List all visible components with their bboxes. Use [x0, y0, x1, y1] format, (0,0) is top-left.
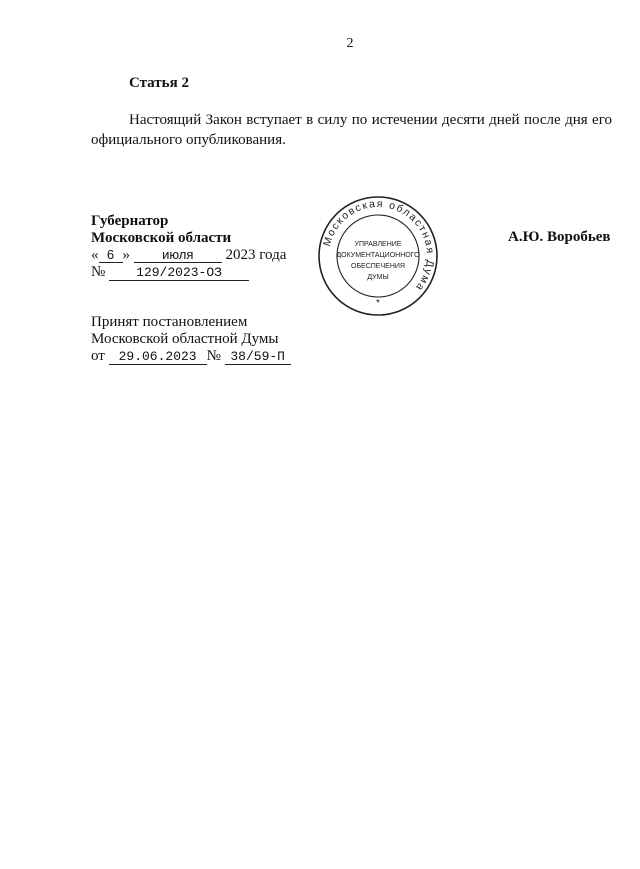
signer-position-line1: Губернатор	[91, 213, 169, 229]
adoption-line2: Московской областной Думы	[91, 331, 279, 347]
article-text: Настоящий Закон вступает в силу по истечении десяти дней после дня его официального опубликования.	[91, 112, 612, 148]
seal-ring-text: Московская областная Дума	[320, 197, 437, 294]
number-sign: №	[91, 264, 106, 280]
official-seal	[316, 194, 440, 318]
adoption-from-label: от	[91, 348, 105, 364]
seal-line1: УПРАВЛЕНИЕ	[354, 241, 402, 248]
signature-date-line	[91, 246, 286, 264]
adoption-date: 29.06.2023	[109, 349, 207, 365]
signer-name: А.Ю. Воробьев	[508, 229, 611, 245]
adoption-line1: Принят постановлением	[91, 314, 248, 330]
date-year: 2023 года	[225, 247, 287, 263]
seal-line2: ДОКУМЕНТАЦИОННОГО	[336, 252, 420, 259]
date-open-quote: «	[91, 247, 99, 263]
page-number: 2	[346, 36, 354, 51]
date-day: 6	[99, 247, 123, 263]
law-number: 129/2023-ОЗ	[109, 265, 249, 281]
date-month: июля	[134, 247, 222, 263]
signer-position-line2: Московской области	[91, 230, 232, 246]
adoption-number-sign: №	[206, 348, 221, 364]
seal-line4: ДУМЫ	[367, 274, 389, 281]
seal-star: *	[376, 298, 380, 309]
adoption-date-line	[91, 347, 291, 365]
article-title: Статья 2	[129, 75, 189, 91]
adoption-number: 38/59-П	[225, 349, 291, 365]
date-close-quote: »	[122, 247, 130, 263]
signature-number-line	[91, 263, 249, 281]
seal-line3: ОБЕСПЕЧЕНИЯ	[351, 263, 405, 270]
